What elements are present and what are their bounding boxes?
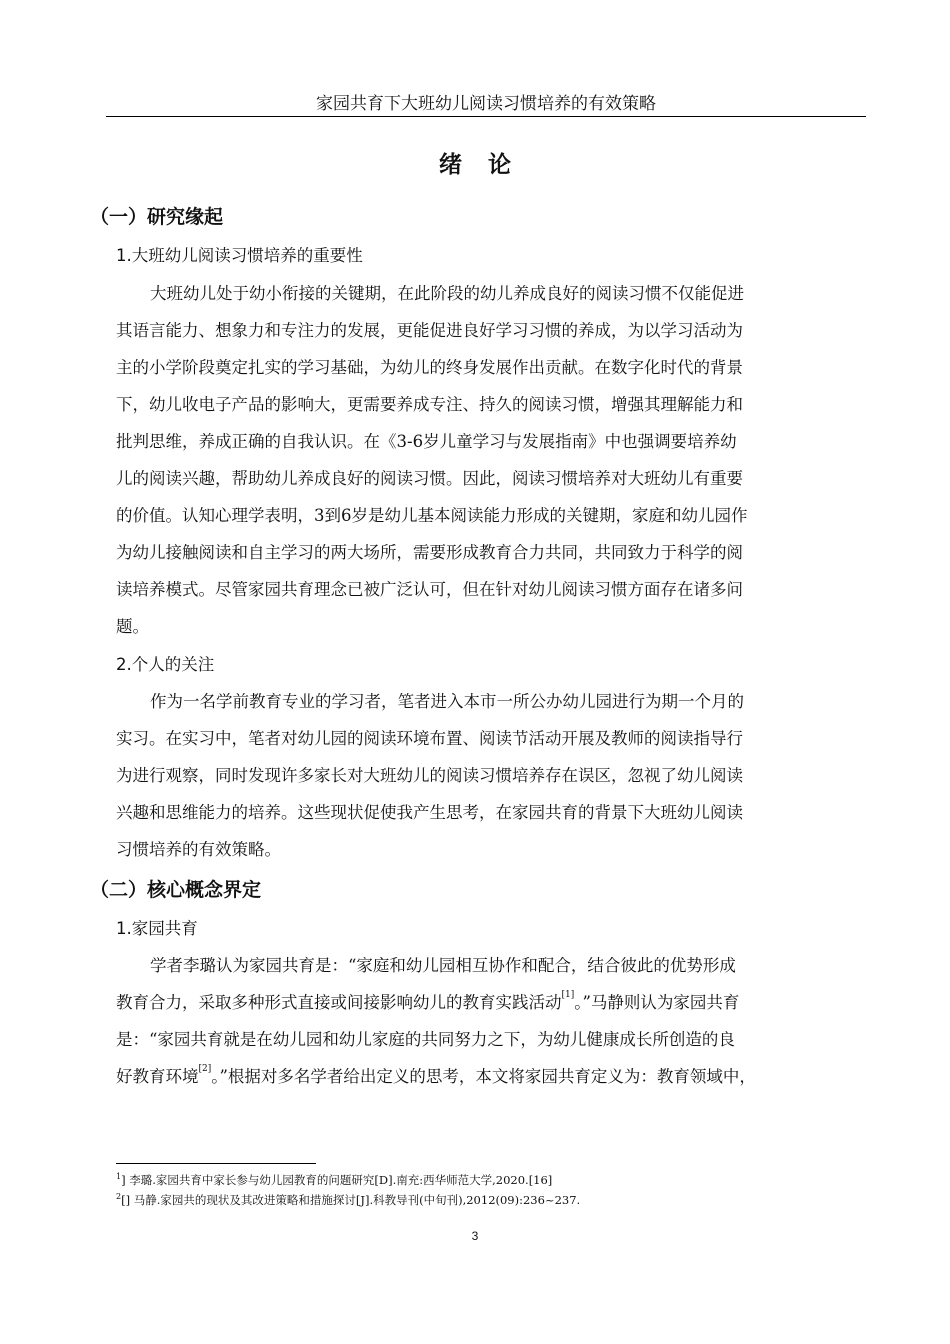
paragraph-line: 习惯培养的有效策略。 [116,840,281,859]
paragraph-line [116,990,739,1016]
footnote-mark: 1 [116,1172,122,1181]
paragraph-line: 实习。在实习中，笔者对幼儿园的阅读环境布置、阅读节活动开展及教师的阅读指导行 [116,729,743,748]
line-text: 好教育环境 [116,1067,199,1086]
footnote-text: [] 马静.家园共的现状及其改进策略和措施探讨[J].科教导刊(中旬刊),2012(09):236~237. [121,1193,581,1207]
subsection-heading-1-2: 2.个人的关注 [116,655,215,674]
line-text: 教育合力，采取多种形式直接或间接影响幼儿的教育实践活动 [116,993,562,1012]
footnote-text: ] 李璐.家园共育中家长参与幼儿园教育的问题研究[D].南充:西华师范大学,2020.[16] [121,1173,553,1187]
paragraph-line: 儿的阅读兴趣，帮助幼儿养成良好的阅读习惯。因此，阅读习惯培养对大班幼儿有重要 [116,469,743,488]
subsection-heading-2-1: 1.家园共育 [116,919,198,938]
paragraph-line: 大班幼儿处于幼小衔接的关键期，在此阶段的幼儿养成良好的阅读习惯不仅能促进 [150,284,744,303]
paragraph-line [116,1064,756,1090]
paragraph-line: 批判思维，养成正确的自我认识。在《3-6岁儿童学习与发展指南》中也强调要培养幼 [116,432,737,451]
line-text: 。”根据对多名学者给出定义的思考，本文将家园共育定义为：教育领域中， [211,1067,756,1086]
footnote-mark: 2 [116,1192,122,1201]
citation-ref-1[interactable]: [1] [561,990,575,1000]
section-heading-1: （一）研究缘起 [90,206,224,228]
paragraph-line: 其语言能力、想象力和专注力的发展，更能促进良好学习习惯的养成，为以学习活动为 [116,321,743,340]
subsection-heading-1-1: 1.大班幼儿阅读习惯培养的重要性 [116,246,363,265]
paragraph-line: 是：“家园共育就是在幼儿园和幼儿家庭的共同努力之下，为幼儿健康成长所创造的良 [116,1030,735,1049]
footnote-2 [116,1192,580,1208]
section-heading-2: （二）核心概念界定 [90,879,262,901]
footnote-1 [116,1172,552,1188]
chapter-title: 绪论 [439,152,537,178]
citation-ref-2[interactable]: [2] [198,1064,212,1074]
running-header: 家园共育下大班幼儿阅读习惯培养的有效策略 [316,94,656,114]
page-number: 3 [471,1229,479,1243]
footnote-rule [116,1163,316,1164]
paragraph-line: 学者李璐认为家园共育是：“家庭和幼儿园相互协作和配合，结合彼此的优势形成 [150,956,736,975]
paragraph-line: 题。 [116,617,149,636]
paragraph-line: 主的小学阶段奠定扎实的学习基础，为幼儿的终身发展作出贡献。在数字化时代的背景 [116,358,743,377]
paragraph-line: 为进行观察，同时发现许多家长对大班幼儿的阅读习惯培养存在误区，忽视了幼儿阅读 [116,766,743,785]
header-rule [106,116,866,117]
line-text: 。”马静则认为家园共育 [574,993,740,1012]
paragraph-line: 兴趣和思维能力的培养。这些现状促使我产生思考，在家园共育的背景下大班幼儿阅读 [116,803,743,822]
paragraph-line: 作为一名学前教育专业的学习者，笔者进入本市一所公办幼儿园进行为期一个月的 [150,692,744,711]
paragraph-line: 下，幼儿收电子产品的影响大，更需要养成专注、持久的阅读习惯，增强其理解能力和 [116,395,743,414]
paragraph-line: 为幼儿接触阅读和自主学习的两大场所，需要形成教育合力共同，共同致力于科学的阅 [116,543,743,562]
paragraph-line: 读培养模式。尽管家园共育理念已被广泛认可，但在针对幼儿阅读习惯方面存在诸多问 [116,580,743,599]
paragraph-line: 的价值。认知心理学表明，3到6岁是幼儿基本阅读能力形成的关键期，家庭和幼儿园作 [116,506,748,525]
